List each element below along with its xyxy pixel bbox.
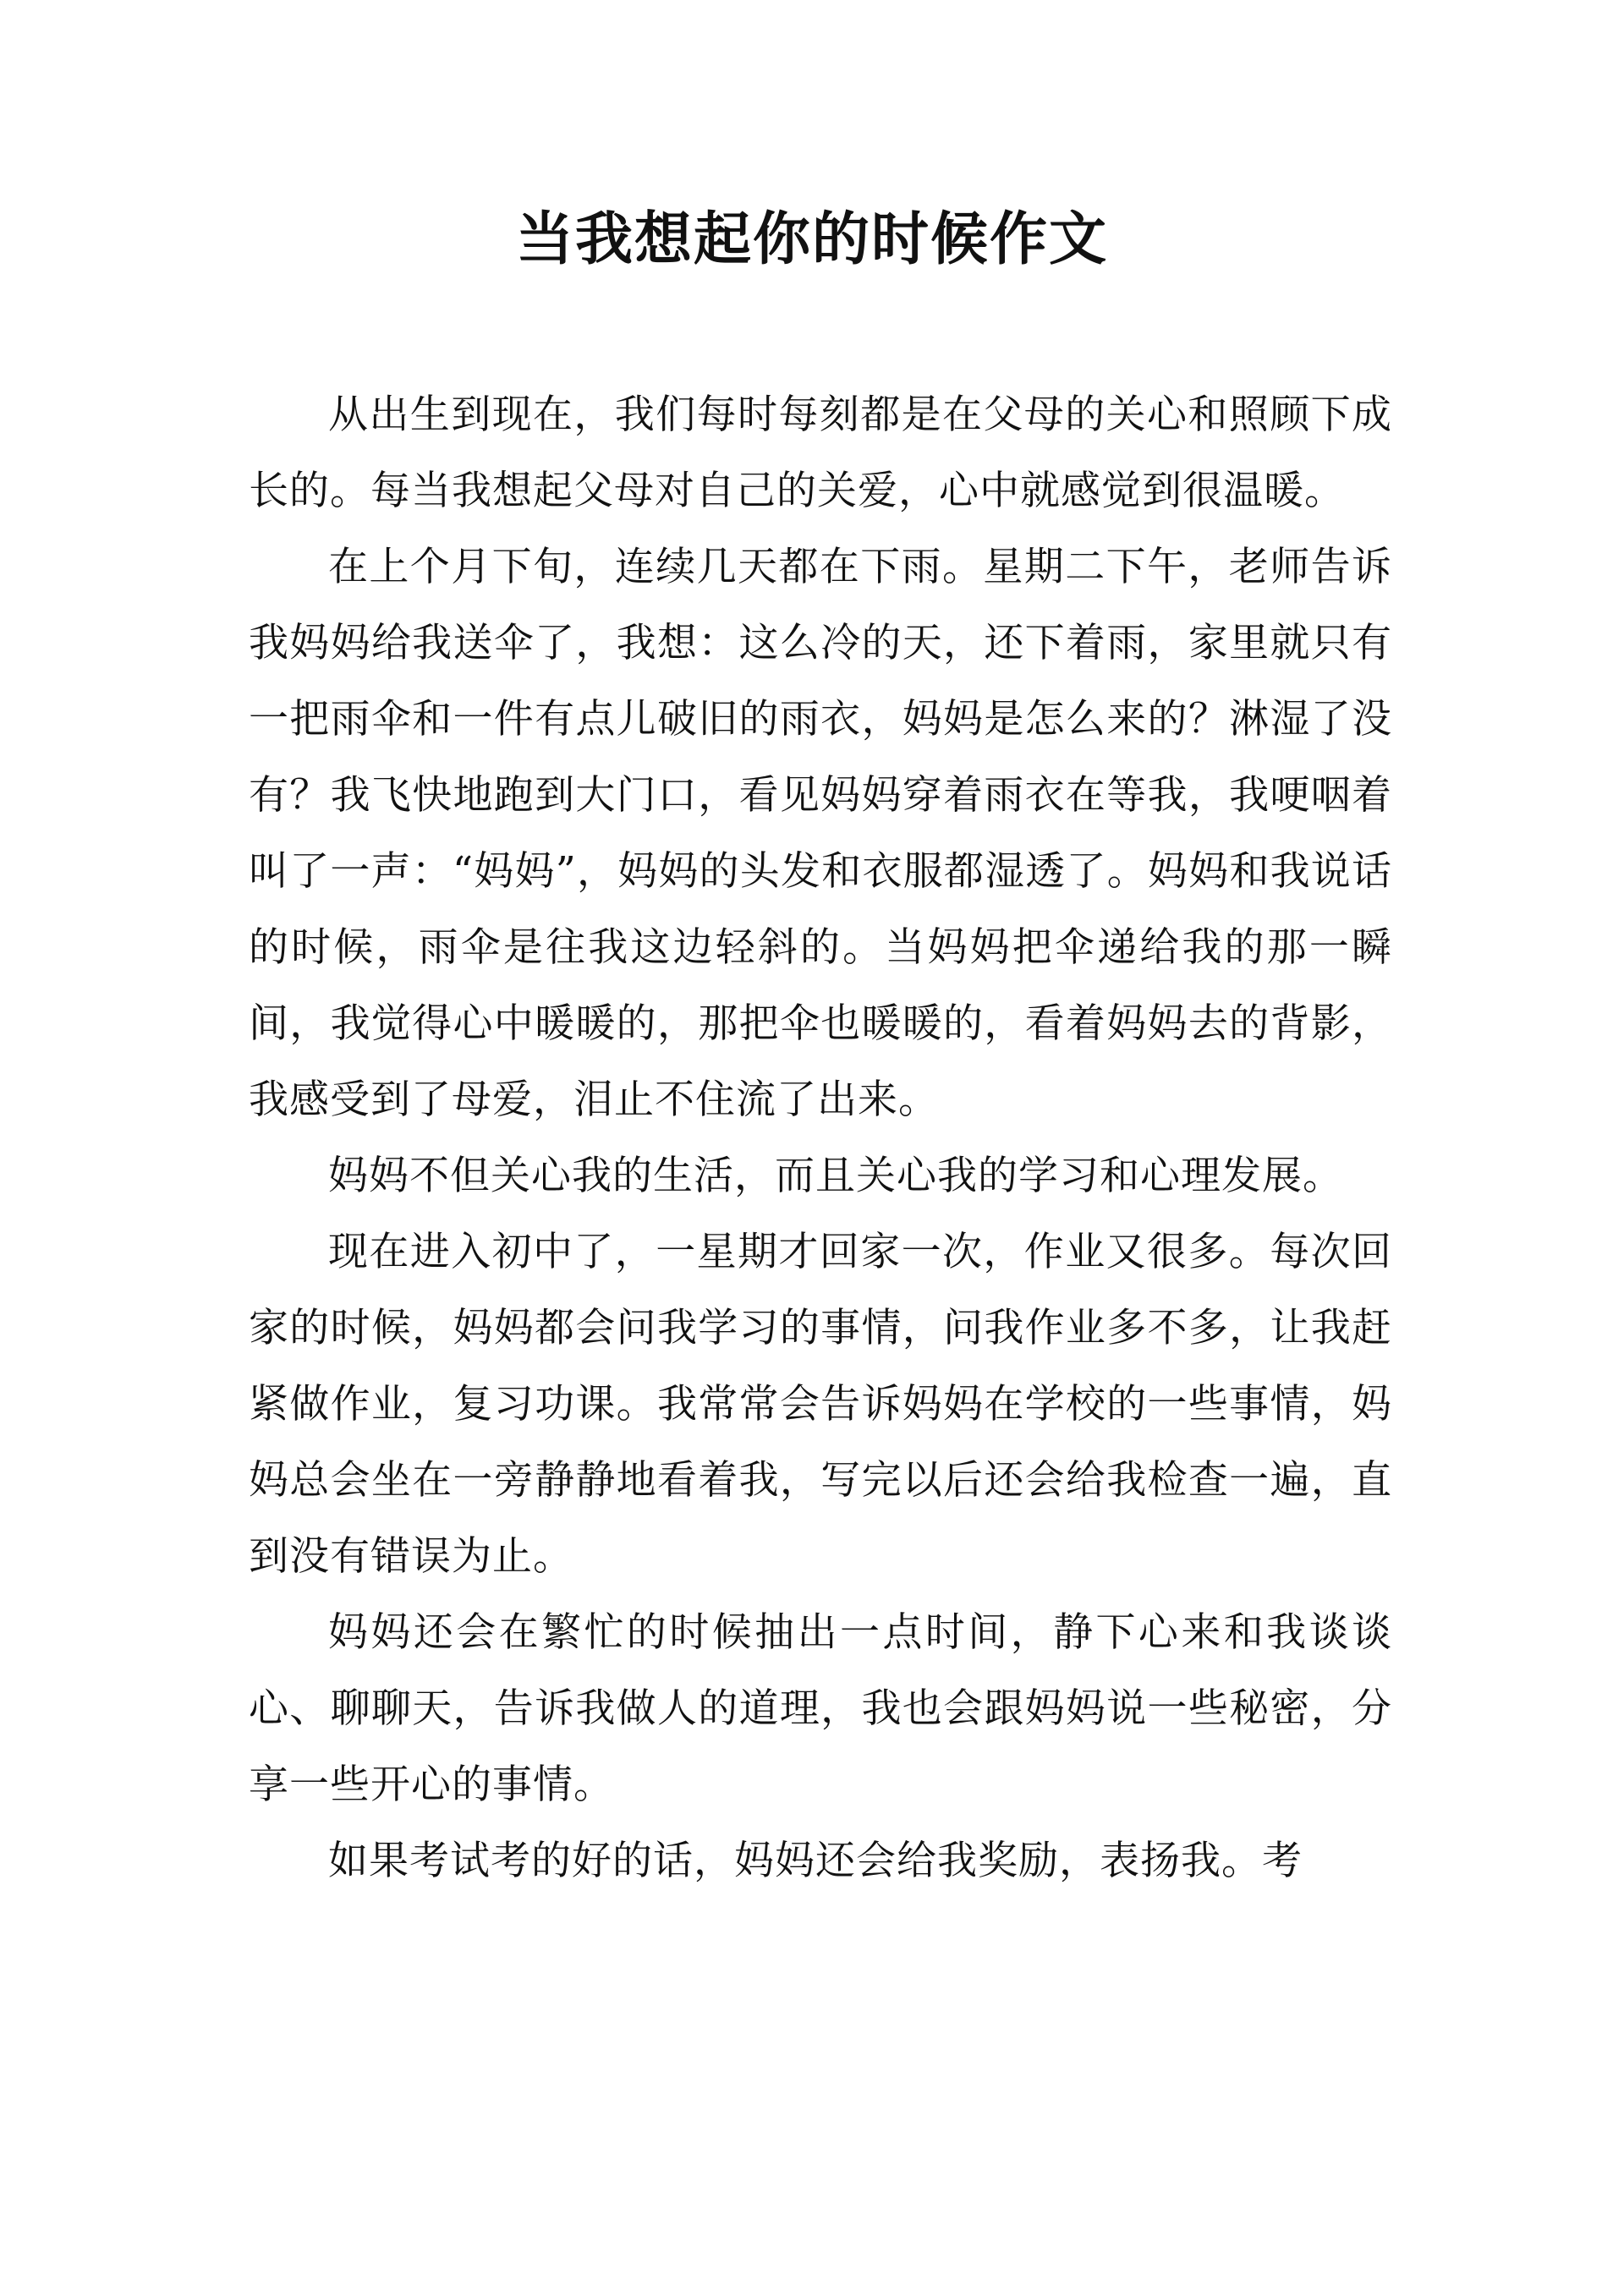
paragraph-6: 如果考试考的好的话，妈妈还会给我奖励，表扬我。考 <box>328 1838 1303 1884</box>
paragraph-5: 妈妈还会在繁忙的时候抽出一点时间，静下心来和我谈谈心、聊聊天，告诉我做人的道理，我也会跟妈妈说一些秘密，分享一些开心的事情。 <box>249 1609 1392 1808</box>
paragraph-1: 从出生到现在，我们每时每刻都是在父母的关心和照顾下成长的。每当我想起父母对自己的关爱，心中就感觉到很温暖。 <box>249 392 1392 514</box>
paragraph-2: 在上个月下旬，连续几天都在下雨。星期二下午，老师告诉我妈妈给我送伞了，我想：这么冷的天，还下着雨，家里就只有一把雨伞和一件有点儿破旧的雨衣，妈妈是怎么来的？淋湿了没有？我飞快地跑到大门口，看见妈妈穿着雨衣在等我，我哽咽着叫了一声：“妈妈”，妈妈的头发和衣服都湿透了。妈妈和我说话的时候，雨伞是往我这边轻斜的。当妈妈把伞递给我的那一瞬间，我觉得心中暖暖的，那把伞也暖暖的，看着妈妈去的背影，我感受到了母爱，泪止不住流了出来。 <box>249 544 1392 1123</box>
document-body <box>249 377 1392 1899</box>
paragraph-3: 妈妈不但关心我的生活，而且关心我的学习和心理发展。 <box>328 1153 1343 1199</box>
paragraph-4: 现在进入初中了，一星期才回家一次，作业又很多。每次回家的时候，妈妈都会问我学习的事情，问我作业多不多，让我赶紧做作业，复习功课。我常常会告诉妈妈在学校的一些事情，妈妈总会坐在一旁静静地看着我，写完以后还会给我检查一遍，直到没有错误为止。 <box>249 1229 1392 1580</box>
page-title: 当我想起你的时候作文 <box>515 205 1108 273</box>
